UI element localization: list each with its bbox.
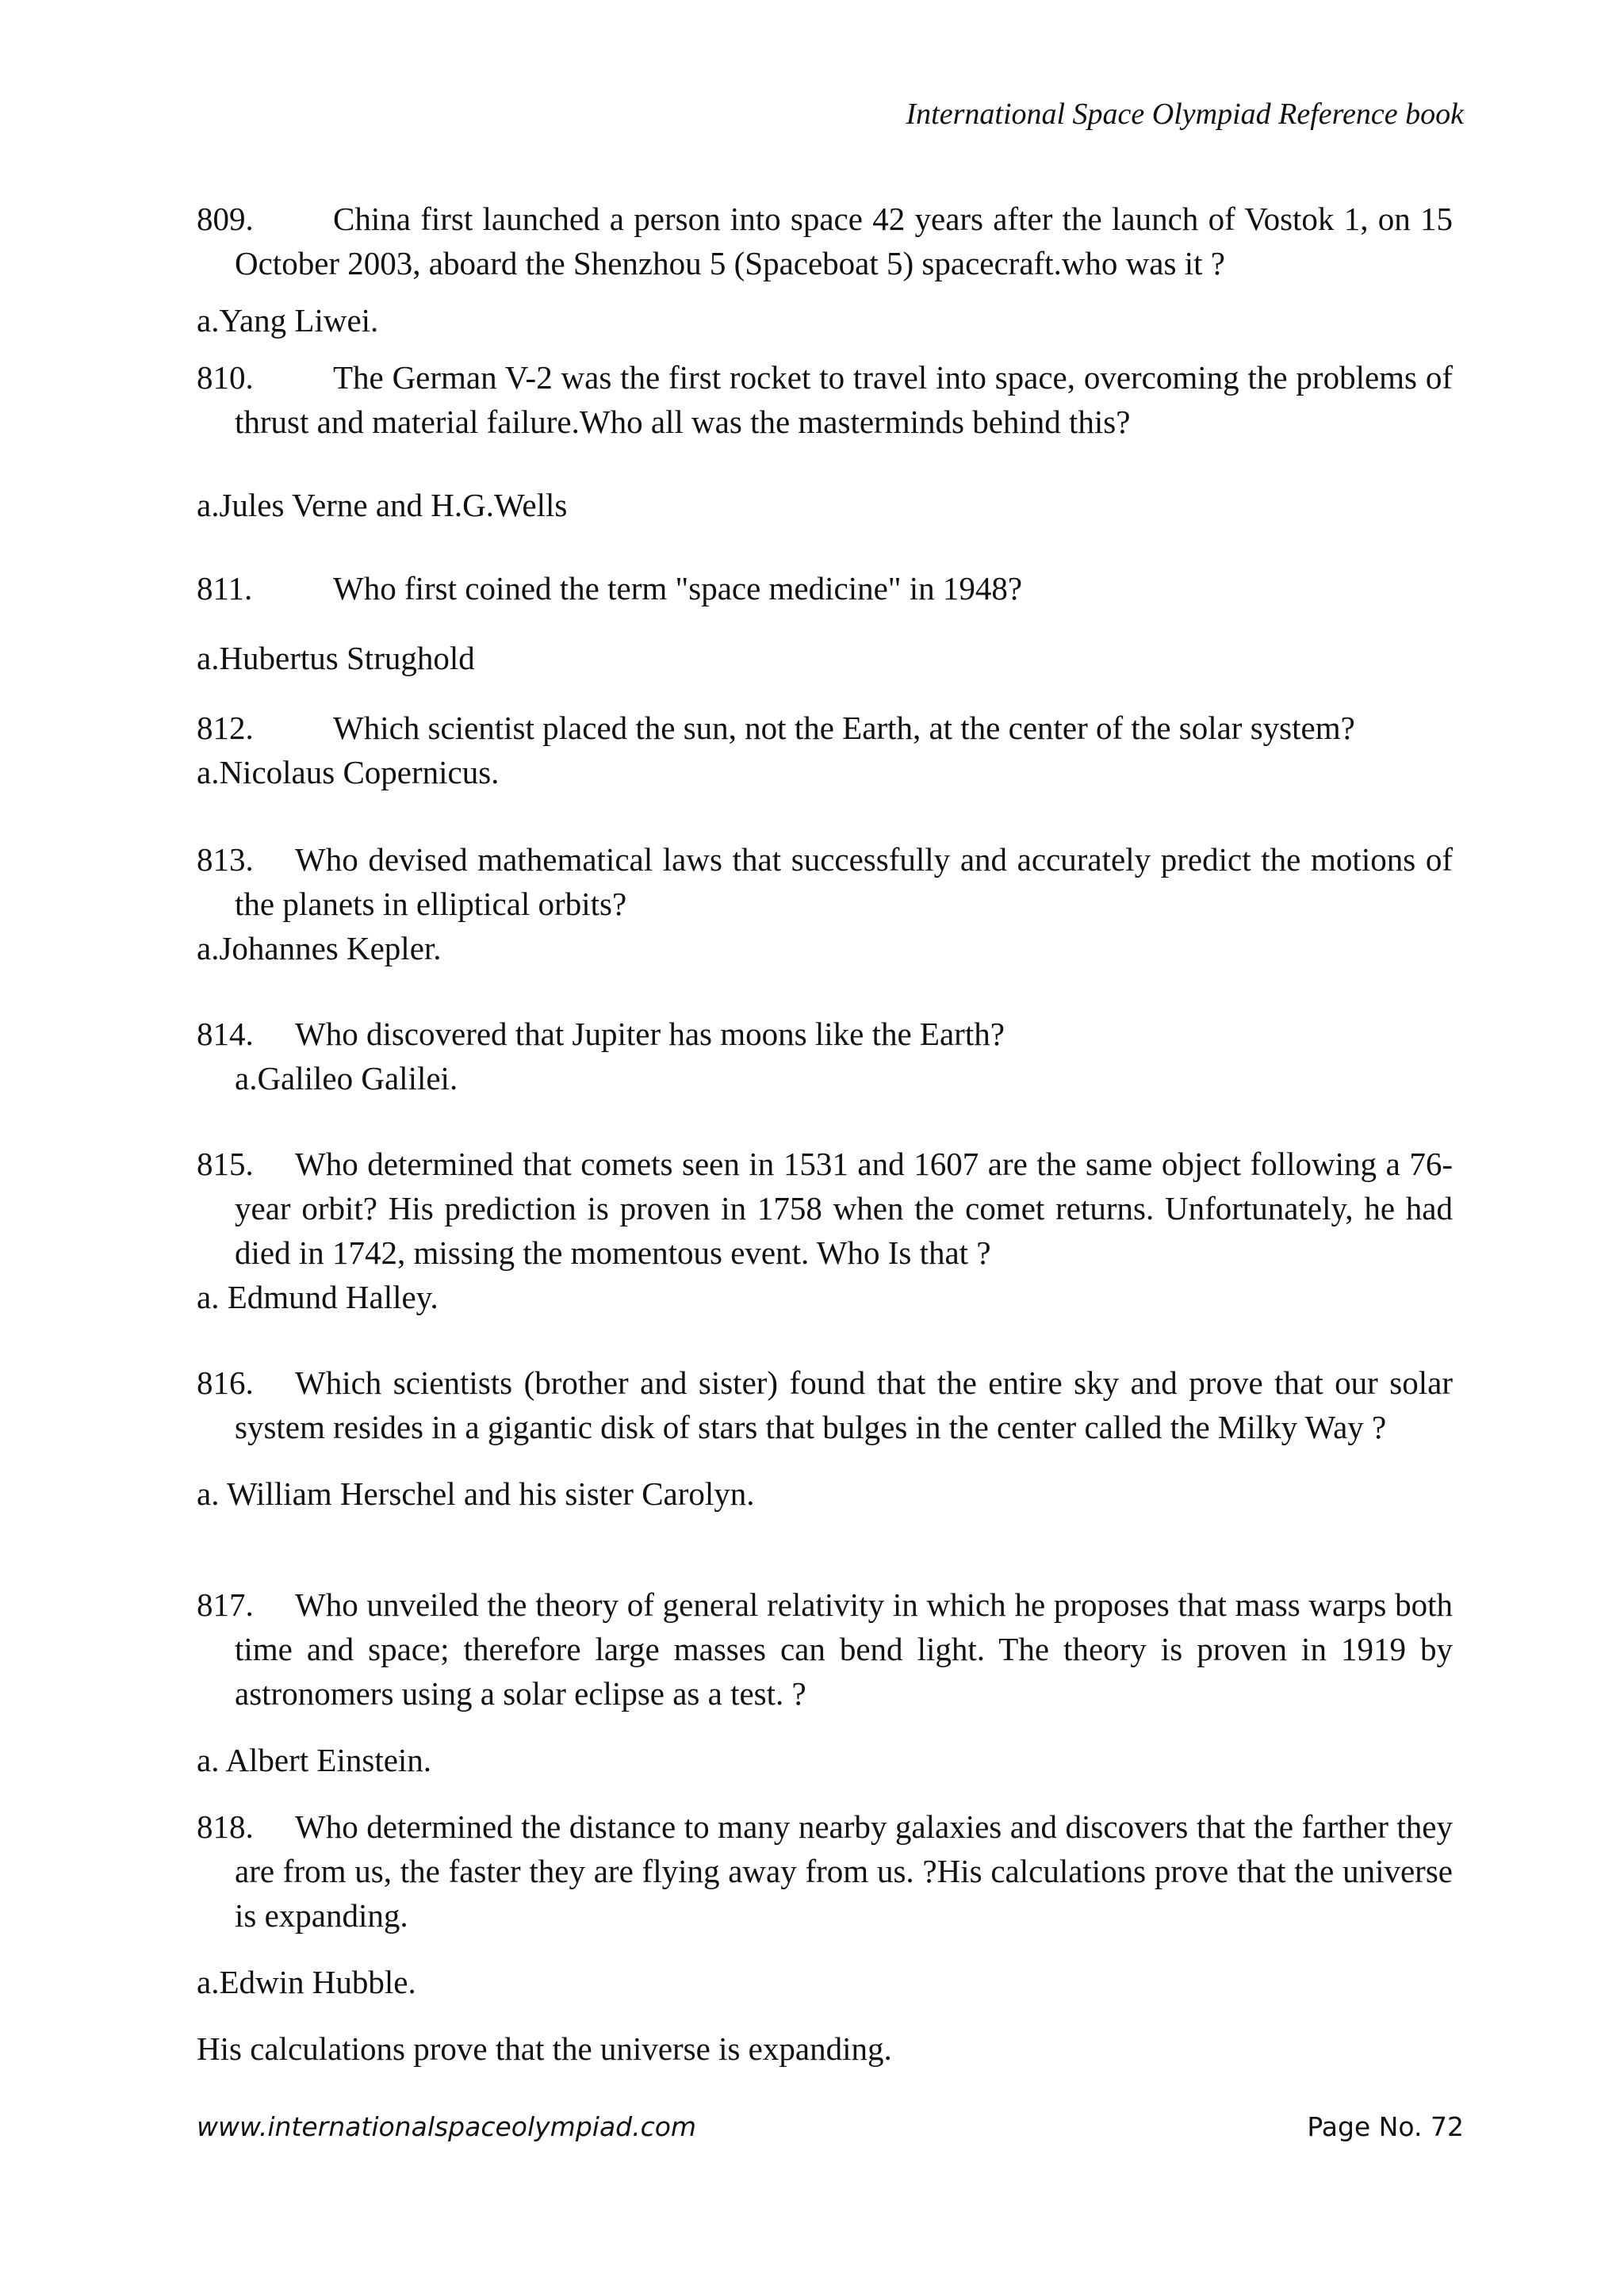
question-809 xyxy=(197,197,1453,285)
footer-url: www.internationalspaceolympiad.com xyxy=(197,2111,697,2142)
page-footer xyxy=(197,2111,1464,2142)
question-text: Which scientists (brother and sister) found that the entire sky and prove that our solar system resides in a gigantic disk of stars that bulges in the center called the Milky Way ? xyxy=(235,1364,1453,1445)
question-text: Who devised mathematical laws that successfully and accurately predict the motions of the planets in elliptical orbits? xyxy=(235,841,1453,922)
answer-809: a.Yang Liwei. xyxy=(197,302,379,339)
question-number: 813. xyxy=(197,841,254,878)
closing-text: His calculations prove that the universe is expanding. xyxy=(197,2030,892,2067)
question-number: 814. xyxy=(197,1016,254,1052)
answer-813: a.Johannes Kepler. xyxy=(197,930,442,966)
question-number: 812. xyxy=(197,710,254,746)
question-text: Who discovered that Jupiter has moons like the Earth? xyxy=(295,1016,1005,1052)
question-number: 816. xyxy=(197,1364,254,1401)
question-814 xyxy=(197,1012,1453,1056)
question-text: The German V-2 was the first rocket to travel into space, overcoming the problems of thrust and material failure.Who all was the masterminds behind this? xyxy=(235,359,1453,440)
question-text: Which scientist placed the sun, not the Earth, at the center of the solar system? xyxy=(333,710,1355,746)
running-header: International Space Olympiad Reference book xyxy=(906,98,1464,131)
question-815 xyxy=(197,1142,1453,1275)
question-816 xyxy=(197,1360,1453,1449)
question-811 xyxy=(197,566,1453,610)
question-number: 809. xyxy=(197,201,254,237)
answer-814: a.Galileo Galilei. xyxy=(235,1060,458,1096)
question-number: 818. xyxy=(197,1808,254,1845)
question-number: 811. xyxy=(197,570,253,607)
question-number: 815. xyxy=(197,1146,254,1182)
question-text: Who first coined the term "space medicine" in 1948? xyxy=(333,570,1023,607)
answer-816: a. William Herschel and his sister Carolyn. xyxy=(197,1475,755,1512)
question-number: 817. xyxy=(197,1586,254,1623)
answer-818: a.Edwin Hubble. xyxy=(197,1964,416,2000)
answer-811: a.Hubertus Strughold xyxy=(197,640,475,676)
question-813 xyxy=(197,837,1453,926)
question-817 xyxy=(197,1582,1453,1716)
question-810 xyxy=(197,355,1453,444)
question-818 xyxy=(197,1804,1453,1938)
answer-817: a. Albert Einstein. xyxy=(197,1742,432,1778)
question-text: Who unveiled the theory of general relativity in which he proposes that mass warps both time and space; therefore large masses can bend light. The theory is proven in 1919 by astronomers using a solar eclipse as a test. ? xyxy=(235,1586,1453,1712)
question-text: Who determined the distance to many nearby galaxies and discovers that the farther they are from us, the faster they are flying away from us. ?His calculations prove that the universe is expanding. xyxy=(235,1808,1453,1934)
page-content xyxy=(197,197,1453,2071)
answer-815: a. Edmund Halley. xyxy=(197,1279,439,1315)
page-number: Page No. 72 xyxy=(1307,2111,1464,2142)
answer-810: a.Jules Verne and H.G.Wells xyxy=(197,487,568,523)
question-text: China first launched a person into space 42 years after the launch of Vostok 1, on 15 October 2003, aboard the Shenzhou 5 (Spaceboat 5) spacecraft.who was it ? xyxy=(235,201,1453,281)
question-text: Who determined that comets seen in 1531 and 1607 are the same object following a 76-year orbit? His prediction is proven in 1758 when the comet returns. Unfortunately, he had died in 1742, missing the momentous event. Who Is that ? xyxy=(235,1146,1453,1271)
question-number: 810. xyxy=(197,359,254,396)
question-812 xyxy=(197,706,1453,750)
answer-812: a.Nicolaus Copernicus. xyxy=(197,754,500,790)
